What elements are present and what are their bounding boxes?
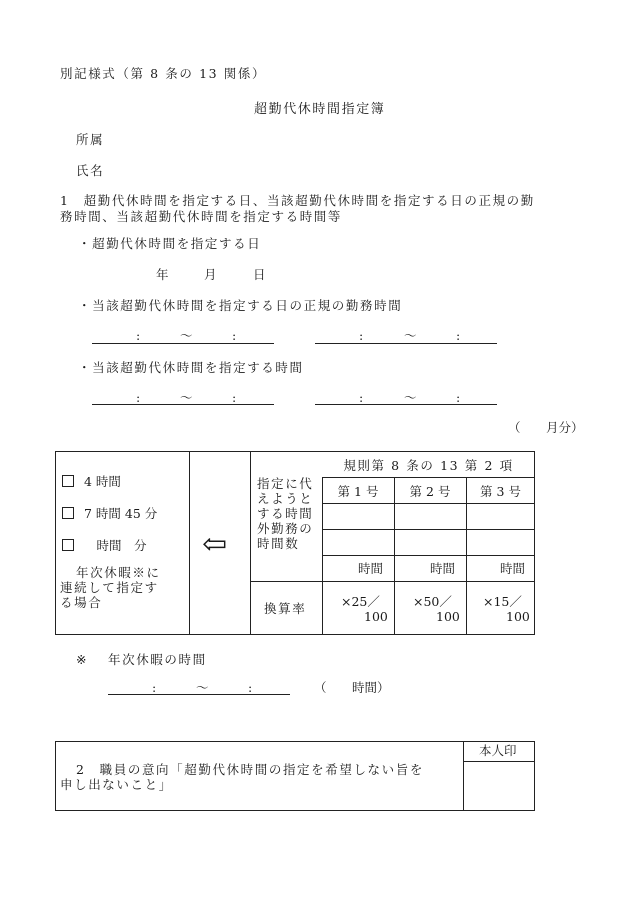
col-header-1: 第 1 号 (337, 484, 379, 499)
date-month-label: 月 (204, 267, 217, 282)
rule-header: 規則第 8 条の 13 第 2 項 (343, 458, 514, 473)
annual-hours-open: （ (314, 680, 327, 695)
month-note: 月分） (546, 420, 584, 435)
checkbox[interactable] (62, 475, 74, 487)
colon: : (232, 390, 237, 405)
colon: : (136, 328, 141, 343)
month-note-open: （ (508, 420, 521, 435)
col-header-3: 第 3 号 (480, 484, 521, 499)
section2-line2: 申し出ないこと」 (60, 777, 173, 792)
option-custom-time[interactable]: 時間 分 (62, 539, 147, 553)
annual-leave-note-line2: 連続して指定す (60, 580, 159, 595)
colon: : (359, 390, 364, 405)
checkbox[interactable] (62, 507, 74, 519)
hours-input-2a[interactable] (395, 504, 466, 529)
colon: : (456, 328, 461, 343)
rate-1-num: ×25／ (341, 594, 380, 609)
row-label-line1: 指定に代 (257, 476, 314, 491)
section1-heading-line2: 務時間、当該超勤代休時間を指定する時間等 (60, 209, 343, 224)
left-arrow-icon: ⇦ (202, 527, 228, 562)
conversion-label: 換算率 (264, 601, 307, 616)
rate-1-den: 100 (364, 609, 388, 624)
section1-heading-line1: 1 超勤代休時間を指定する日、当該超勤代休時間を指定する日の正規の勤 (60, 193, 535, 208)
tilde: 〜 (404, 328, 417, 343)
seal-label: 本人印 (479, 743, 517, 758)
colon: : (136, 390, 141, 405)
row-label-line3: する時間 (257, 506, 314, 521)
item-regular-hours: ・当該超勤代休時間を指定する日の正規の勤務時間 (78, 298, 403, 313)
option-4h[interactable]: 4 時間 (62, 475, 121, 489)
rate-2-num: ×50／ (413, 594, 452, 609)
item-designate-day: ・超勤代休時間を指定する日 (78, 236, 262, 251)
option-7h45m[interactable]: 7 時間 45 分 (62, 507, 157, 521)
annual-hours-close: 時間） (352, 680, 390, 695)
tilde: 〜 (404, 390, 417, 405)
row-label-line4: 外勤務の (257, 521, 314, 536)
annual-leave-label: 年次休暇の時間 (108, 652, 207, 667)
rate-2-den: 100 (436, 609, 460, 624)
colon: : (152, 680, 157, 695)
colon: : (248, 680, 253, 695)
tilde: 〜 (196, 680, 209, 695)
rate-3-num: ×15／ (483, 594, 522, 609)
colon: : (232, 328, 237, 343)
annual-leave-note-line1: 年次休暇※に (76, 565, 161, 580)
row-label-line2: えようと (257, 491, 314, 506)
page-title: 超勤代休時間指定簿 (254, 102, 386, 117)
hours-unit-3: 時間 (500, 561, 526, 576)
tilde: 〜 (180, 390, 193, 405)
rate-3-den: 100 (506, 609, 530, 624)
hours-input-1a[interactable] (323, 504, 394, 529)
hours-unit-2: 時間 (430, 561, 456, 576)
hours-input-3a[interactable] (467, 504, 535, 529)
checkbox[interactable] (62, 539, 74, 551)
tilde: 〜 (180, 328, 193, 343)
colon: : (359, 328, 364, 343)
item-designated-time: ・当該超勤代休時間を指定する時間 (78, 360, 304, 375)
date-day-label: 日 (253, 267, 266, 282)
section2-line1: 2 職員の意向「超勤代休時間の指定を希望しない旨を (76, 762, 424, 777)
form-reference: 別記様式（第 8 条の 13 関係） (60, 66, 267, 81)
hours-unit-1: 時間 (358, 561, 384, 576)
affiliation-label: 所属 (76, 132, 105, 147)
colon: : (456, 390, 461, 405)
name-label: 氏名 (76, 163, 105, 178)
date-year-label: 年 (156, 267, 169, 282)
row-label-line5: 時間数 (257, 536, 300, 551)
annual-leave-note-line3: る場合 (60, 595, 103, 610)
note-mark: ※ (76, 652, 87, 667)
col-header-2: 第 2 号 (409, 484, 451, 499)
seal-area[interactable] (464, 762, 534, 810)
